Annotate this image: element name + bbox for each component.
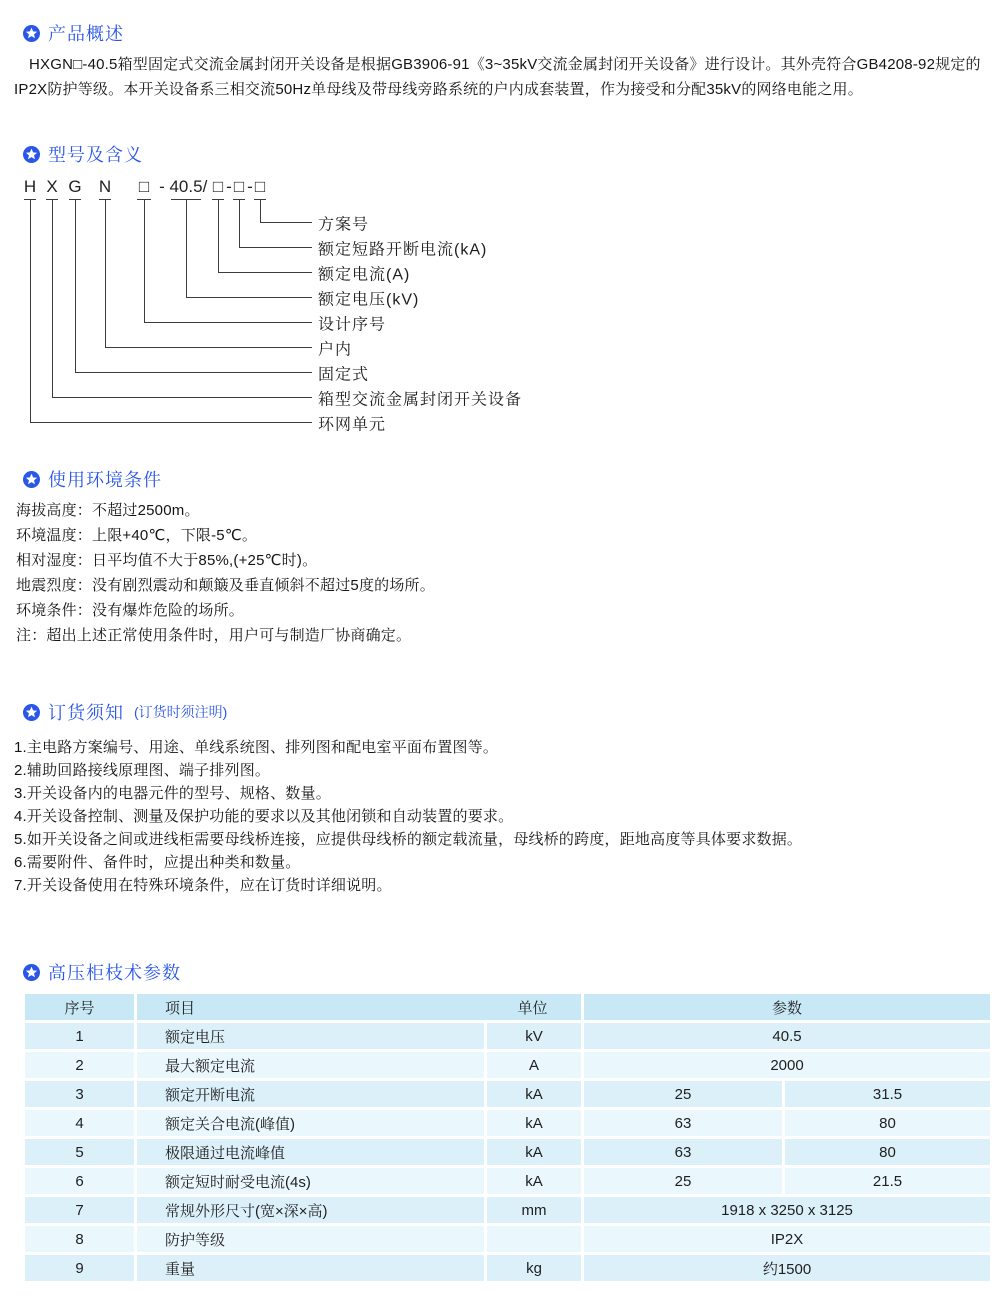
diagram-label: 额定电压(kV) <box>318 291 420 309</box>
environment-list <box>16 498 435 648</box>
environment-line: 环境条件：没有爆炸危险的场所。 <box>16 602 245 619</box>
cell-item: 额定关合电流(峰值) <box>136 1109 486 1138</box>
cell-unit: kA <box>486 1080 583 1109</box>
cell-no: 1 <box>24 1022 136 1051</box>
section-heading-environment <box>23 466 162 492</box>
cell-unit: kA <box>486 1138 583 1167</box>
table-row <box>24 1080 992 1109</box>
model-formula-segment: X <box>46 177 58 196</box>
cell-value: 21.5 <box>784 1167 992 1196</box>
cell-value: 63 <box>583 1138 784 1167</box>
cell-no: 6 <box>24 1167 136 1196</box>
table-row <box>24 1109 992 1138</box>
star-icon <box>23 471 40 488</box>
overview-paragraph: HXGN□-40.5箱型固定式交流金属封闭开关设备是根据GB3906-91《3~35kV交流金属封闭开关设备》进行设计。其外壳符合GB4208-92规定的IP2X防护等级。本开关设备系三相交流50Hz单母线及带母线旁路系统的户内成套装置，作为接受和分配35kV的网络电能之用。 <box>14 56 981 98</box>
ordering-item: 3.开关设备内的电器元件的型号、规格、数量。 <box>14 785 331 802</box>
cell-value: 80 <box>784 1109 992 1138</box>
cell-unit <box>486 1225 583 1254</box>
environment-line: 相对湿度：日平均值不大于85%,(+25℃时)。 <box>16 552 318 569</box>
cell-value: 25 <box>583 1167 784 1196</box>
diagram-hline <box>30 422 312 423</box>
column-header-unit: 单位 <box>517 999 548 1017</box>
table-row <box>24 1022 992 1051</box>
diagram-hline <box>186 297 312 298</box>
diagram-label: 设计序号 <box>318 316 387 334</box>
model-formula-segment: G <box>68 177 82 196</box>
cell-unit: kA <box>486 1109 583 1138</box>
model-formula-segment: □ <box>254 177 266 196</box>
cell-unit: kg <box>486 1254 583 1283</box>
ordering-item: 4.开关设备控制、测量及保护功能的要求以及其他闭锁和自动装置的要求。 <box>14 808 514 825</box>
cell-value: 25 <box>583 1080 784 1109</box>
model-formula-segment: H <box>23 177 37 196</box>
cell-value: 40.5 <box>583 1022 992 1051</box>
diagram-label: 户内 <box>318 341 353 359</box>
diagram-label: 箱型交流金属封闭开关设备 <box>318 391 523 409</box>
table-row <box>24 1196 992 1225</box>
model-diagram <box>0 0 1000 450</box>
cell-value: 63 <box>583 1109 784 1138</box>
diagram-vline <box>52 199 53 397</box>
cell-no: 7 <box>24 1196 136 1225</box>
diagram-vline <box>30 199 31 422</box>
star-icon <box>23 964 40 981</box>
ordering-item: 7.开关设备使用在特殊环境条件，应在订货时详细说明。 <box>14 877 392 894</box>
environment-line: 环境温度：上限+40℃，下限-5℃。 <box>16 527 258 544</box>
ordering-item: 5.如开关设备之间或进线柜需要母线桥连接，应提供母线桥的额定载流量，母线桥的跨度，距地高度等具体要求数据。 <box>14 831 803 848</box>
diagram-hline <box>105 347 312 348</box>
diagram-label: 额定电流(A) <box>318 266 411 284</box>
table-row <box>24 1254 992 1283</box>
diagram-hline <box>144 322 312 323</box>
section-title: 订货须知 <box>48 703 124 723</box>
section-title-note: (订货时须注明) <box>134 704 228 720</box>
cell-value: 80 <box>784 1138 992 1167</box>
diagram-vline <box>105 199 106 347</box>
cell-no: 2 <box>24 1051 136 1080</box>
diagram-vline <box>260 199 261 222</box>
cell-no: 4 <box>24 1109 136 1138</box>
environment-line: 注：超出上述正常使用条件时，用户可与制造厂协商确定。 <box>16 627 412 644</box>
cell-unit: kV <box>486 1022 583 1051</box>
section-title: 产品概述 <box>48 24 124 44</box>
ordering-item: 2.辅助回路接线原理图、端子排列图。 <box>14 762 271 779</box>
model-formula-segment: - <box>226 177 232 196</box>
table-body <box>24 1022 992 1283</box>
column-header-no: 序号 <box>24 993 136 1022</box>
cell-no: 9 <box>24 1254 136 1283</box>
table-row <box>24 1167 992 1196</box>
cell-no: 8 <box>24 1225 136 1254</box>
diagram-hline <box>239 247 312 248</box>
model-formula-segment: □ <box>233 177 245 196</box>
model-formula-segment: □ <box>212 177 224 196</box>
section-heading-ordering <box>23 699 227 725</box>
section-title: 高压柜枝术参数 <box>48 963 181 983</box>
environment-line: 海拔高度：不超过2500m。 <box>16 502 200 519</box>
model-formula-segment: / <box>202 177 208 196</box>
column-header-item-unit <box>136 993 583 1022</box>
diagram-vline <box>75 199 76 372</box>
cell-value: 2000 <box>583 1051 992 1080</box>
cell-value: 31.5 <box>784 1080 992 1109</box>
cell-item: 重量 <box>136 1254 486 1283</box>
model-formula-segment: - <box>247 177 253 196</box>
ordering-list <box>14 736 802 897</box>
diagram-label: 额定短路开断电流(kA) <box>318 241 488 259</box>
table-row <box>24 1051 992 1080</box>
environment-line: 地震烈度：没有剧烈震动和颠簸及垂直倾斜不超过5度的场所。 <box>16 577 435 594</box>
diagram-label: 方案号 <box>318 216 370 234</box>
diagram-hline <box>52 397 312 398</box>
ordering-item: 6.需要附件、备件时，应提出种类和数量。 <box>14 854 301 871</box>
diagram-vline <box>218 199 219 272</box>
diagram-label: 环网单元 <box>318 416 387 434</box>
model-formula-segment: 40.5 <box>169 177 203 196</box>
diagram-hline <box>75 372 312 373</box>
cell-value: 1918 x 3250 x 3125 <box>583 1196 992 1225</box>
model-formula-segment: N <box>98 177 112 196</box>
cell-item: 防护等级 <box>136 1225 486 1254</box>
cell-value: 约1500 <box>583 1254 992 1283</box>
cell-value: IP2X <box>583 1225 992 1254</box>
cell-item: 最大额定电流 <box>136 1051 486 1080</box>
column-header-param: 参数 <box>583 993 992 1022</box>
diagram-hline <box>260 222 312 223</box>
cell-item: 额定短时耐受电流(4s) <box>136 1167 486 1196</box>
star-icon <box>23 704 40 721</box>
diagram-vline <box>144 199 145 322</box>
table-row <box>24 1225 992 1254</box>
ordering-item: 1.主电路方案编号、用途、单线系统图、排列图和配电室平面布置图等。 <box>14 739 499 756</box>
cell-unit: kA <box>486 1167 583 1196</box>
cell-unit: mm <box>486 1196 583 1225</box>
cell-unit: A <box>486 1051 583 1080</box>
cell-item: 额定开断电流 <box>136 1080 486 1109</box>
table-row <box>24 1138 992 1167</box>
section-heading-parameters <box>23 959 181 985</box>
parameters-table <box>22 991 993 1284</box>
diagram-hline <box>218 272 312 273</box>
diagram-label: 固定式 <box>318 366 370 384</box>
cell-item: 常规外形尺寸(宽×深×高) <box>136 1196 486 1225</box>
cell-item: 极限通过电流峰值 <box>136 1138 486 1167</box>
diagram-vline <box>186 199 187 297</box>
table-header-row <box>24 993 992 1022</box>
diagram-vline <box>239 199 240 247</box>
cell-no: 3 <box>24 1080 136 1109</box>
section-title: 使用环境条件 <box>48 470 162 490</box>
column-header-item: 项目 <box>165 999 196 1017</box>
model-formula-segment: □ <box>138 177 150 196</box>
section-title: 型号及含义 <box>48 145 143 165</box>
cell-no: 5 <box>24 1138 136 1167</box>
model-formula-segment: - <box>159 177 165 196</box>
cell-item: 额定电压 <box>136 1022 486 1051</box>
